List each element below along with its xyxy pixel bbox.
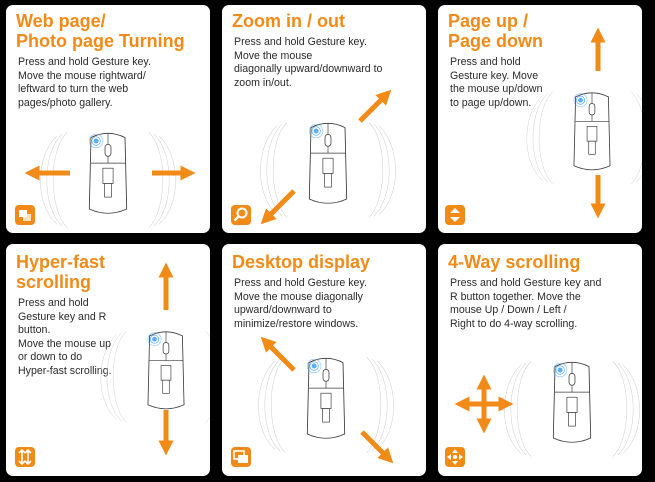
- card-description: Press and hold Gesture key. Move the mouse diagonally upward/downward to minimize/restore windows.: [234, 277, 367, 330]
- card-description: Press and hold Gesture key and R button. Move the mouse up or down to do Hyper-fast scrolling.: [18, 297, 112, 377]
- card-title: Desktop display: [232, 252, 371, 272]
- magnifier-icon: [231, 205, 251, 225]
- fast-scroll-icon: [15, 447, 35, 467]
- card-title: Zoom in / out: [232, 11, 345, 31]
- card-page-up-down: [438, 5, 642, 233]
- card-description: Press and hold Gesture key and R button together. Move the mouse Up / Down / Left / Right to do 4-way scrolling.: [450, 277, 602, 330]
- mouse-illustration: [6, 244, 210, 476]
- card-zoom: [222, 5, 426, 233]
- card-title: Web page/ Photo page Turning: [16, 11, 185, 51]
- card-description: Press and hold Gesture key. Move the mouse rightward/ leftward to turn the web pages/photo gallery.: [18, 56, 151, 109]
- card-description: Press and hold Gesture key. Move the mouse up/down to page up/down.: [450, 56, 543, 109]
- page-up-down-icon: [445, 205, 465, 225]
- card-page-turning: [6, 5, 210, 233]
- card-description: Press and hold Gesture key. Move the mouse diagonally upward/downward to zoom in/out.: [234, 36, 383, 89]
- mouse-illustration: [438, 244, 642, 476]
- card-title: Page up / Page down: [448, 11, 544, 51]
- mouse-illustration: [222, 244, 426, 476]
- card-title: Hyper-fast scrolling: [16, 252, 106, 292]
- card-desktop-display: [222, 244, 426, 476]
- card-hyper-fast-scrolling: [6, 244, 210, 476]
- arrow-down-right-icon: [362, 432, 388, 458]
- mouse-illustration: [438, 5, 642, 233]
- arrow-up-right-icon: [360, 95, 386, 121]
- card-title: 4-Way scrolling: [448, 252, 581, 272]
- four-way-arrow-icon: [462, 382, 506, 426]
- windows-icon: [231, 447, 251, 467]
- four-way-icon: [445, 447, 465, 467]
- card-four-way-scrolling: [438, 244, 642, 476]
- mouse-illustration: [6, 5, 210, 233]
- page-turn-icon: [15, 205, 35, 225]
- mouse-illustration: [222, 5, 426, 233]
